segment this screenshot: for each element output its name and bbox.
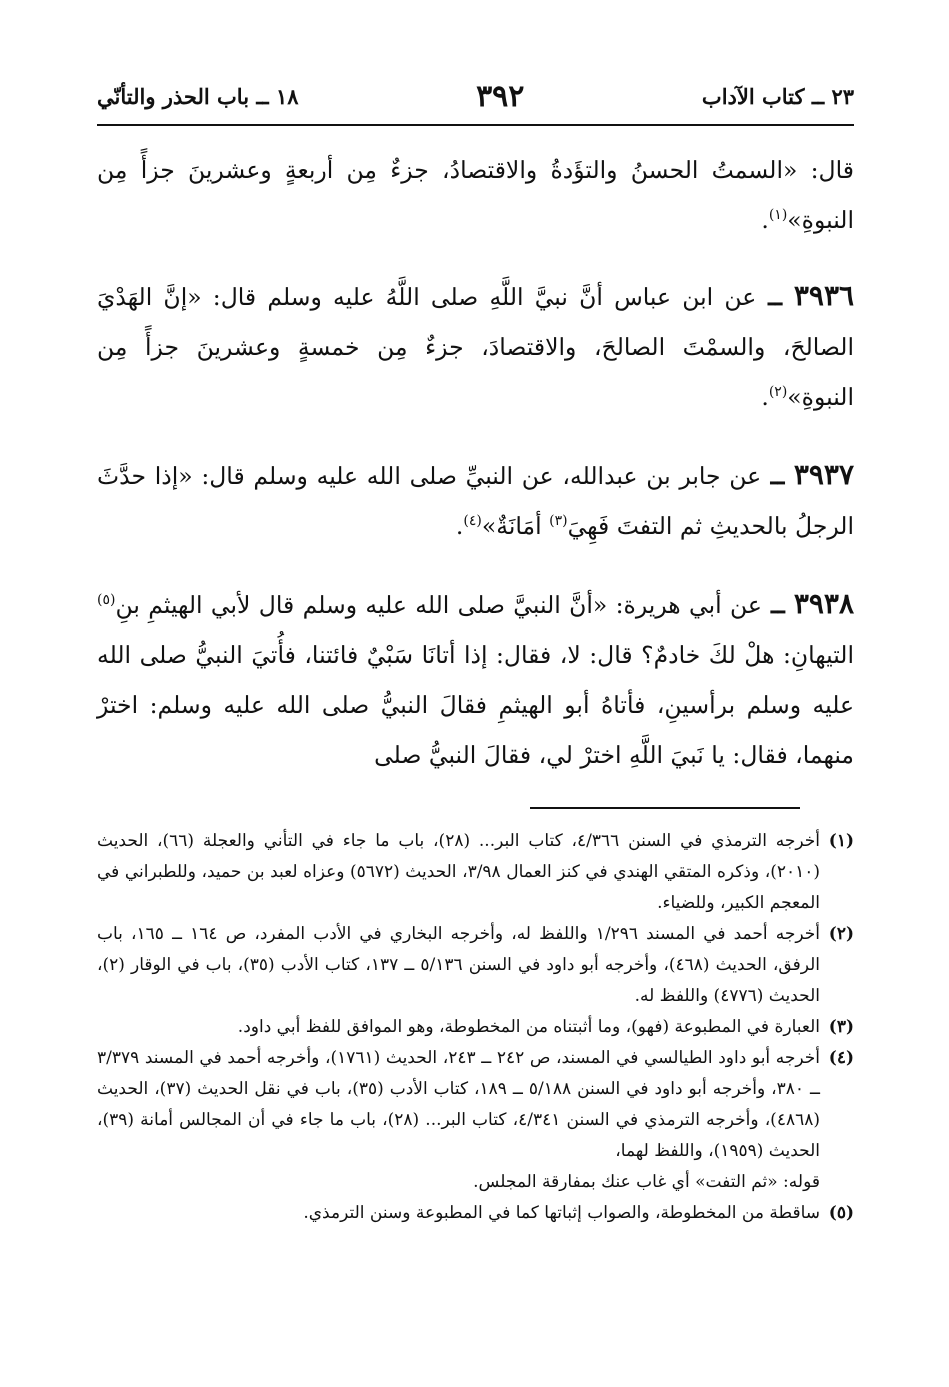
dash: ــ bbox=[761, 462, 794, 490]
footnote-ref: (١) bbox=[768, 207, 788, 224]
header-book-title: ٢٣ ــ كتاب الآداب bbox=[701, 83, 854, 109]
footnote-number: (٤) bbox=[828, 1048, 854, 1068]
footnote-text: أخرجه أحمد في المسند ١/٢٩٦ واللفظ له، وأخرجه البخاري في الأدب المفرد، ص ١٦٤ ــ ١٦٥، باب الرفق، الحديث (٤٦٨)، وأخرجه أبو داود في السنن ٥/١٣٦ ــ ١٣٧، كتاب الأدب (٣٥)، باب في الوقار (٢)، الحديث (٤٧٧٦) واللفظ له. bbox=[97, 924, 820, 1006]
page-number: ٣٩٢ bbox=[476, 78, 525, 114]
running-header bbox=[97, 76, 854, 116]
hadith-3937 bbox=[97, 450, 854, 551]
hadith-3936 bbox=[97, 271, 854, 422]
period: . bbox=[761, 206, 769, 234]
footnote-note: قوله: «ثم التفت» أي غاب عنك بمفارقة المجلس. bbox=[473, 1172, 820, 1192]
header-chapter-title: ١٨ ــ باب الحذر والتأنّي bbox=[97, 83, 299, 109]
period: . bbox=[761, 383, 769, 411]
footnote-5 bbox=[97, 1198, 854, 1229]
hadith-number: ٣٩٣٧ bbox=[793, 458, 854, 491]
hadith-text-cont: أمَانَةٌ» bbox=[481, 512, 550, 540]
footnote-text: أخرجه أبو داود الطيالسي في المسند، ص ٢٤٢ ــ ٢٤٣، الحديث (١٧٦١)، وأخرجه أحمد في المسند ٣/٣٧٩ ــ ٣٨٠، وأخرجه أبو داود في السنن ٥/١٨٨ ــ ١٨٩، كتاب الأدب (٣٥)، باب في نقل الحديث (٣٧)، الحديث (٤٨٦٨)، وأخرجه الترمذي في السنن ٤/٣٤١، كتاب البر... (٢٨)، باب ما جاء في أن المجالس أمانة (٣٩)، الحديث (١٩٥٩)، واللفظ لهما، bbox=[97, 1048, 820, 1161]
footnote-number: (٣) bbox=[828, 1017, 854, 1037]
footnote-ref: (٢) bbox=[768, 384, 788, 401]
hadith-text: عن ابن عباس أنَّ نبيَّ اللَّهِ صلى اللَّهُ عليه وسلم قال: «إنَّ الهَدْيَ الصالحَ، والسمْتَ الصالحَ، والاقتصادَ، جزءٌ مِن خمسةٍ وعشرينَ جزأً مِن النبوةِ» bbox=[97, 283, 854, 411]
footnote-number: (٢) bbox=[828, 924, 854, 944]
hadith-text: عن أبي هريرة: «أنَّ النبيَّ صلى الله عليه وسلم قال لأبي الهيثمِ بنِ bbox=[115, 591, 762, 619]
hadith-text: عن جابر بن عبدالله، عن النبيِّ صلى الله عليه وسلم قال: «إذا حدَّثَ الرجلُ بالحديثِ ثم التفتَ فَهِيَ bbox=[97, 462, 854, 540]
footnote-3 bbox=[97, 1012, 854, 1043]
intro-text: قال: «السمتُ الحسنُ والتؤَدةُ والاقتصادُ، جزءٌ مِن أربعةٍ وعشرينَ جزأً مِن النبوةِ» bbox=[97, 156, 854, 234]
footnote-ref: (٣) bbox=[549, 513, 568, 530]
footnote-ref: (٥) bbox=[97, 592, 116, 609]
dash: ــ bbox=[756, 283, 794, 311]
hadith-3938 bbox=[97, 579, 854, 780]
footnote-4 bbox=[97, 1043, 854, 1198]
hadith-number: ٣٩٣٦ bbox=[793, 279, 855, 312]
header-divider bbox=[97, 124, 854, 126]
footnotes bbox=[97, 826, 854, 1229]
footnote-divider bbox=[530, 807, 800, 809]
footnote-text: العبارة في المطبوعة (فهو)، وما أثبتناه من المخطوطة، وهو الموافق للفظ أبي داود. bbox=[237, 1017, 820, 1037]
main-text bbox=[97, 145, 854, 808]
footnote-text-wrap bbox=[97, 1043, 820, 1198]
footnote-text: أخرجه الترمذي في السنن ٤/٣٦٦، كتاب البر... (٢٨)، باب ما جاء في التأني والعجلة (٦٦)، الحديث (٢٠١٠)، وذكره المتقي الهندي في كنز العمال ٣/٩٨، الحديث (٥٦٧٢) وعزاه لعبد بن حميد، وللطبراني في المعجم الكبير، وللضياء. bbox=[97, 831, 820, 913]
paragraph-intro bbox=[97, 145, 854, 245]
period: . bbox=[455, 512, 464, 540]
footnote-number: (٥) bbox=[828, 1203, 854, 1223]
hadith-number: ٣٩٣٨ bbox=[793, 587, 854, 620]
footnote-2 bbox=[97, 919, 854, 1012]
footnote-number: (١) bbox=[828, 831, 854, 851]
footnote-ref: (٤) bbox=[463, 513, 482, 530]
hadith-text-cont: التيهانِ: هلْ لكَ خادمٌ؟ قال: لا، فقال: إذا أتانَا سَبْيٌ فائتنا، فأُتيَ النبيُّ صلى الله عليه وسلم برأسينِ، فأتاهُ أبو الهيثمِ فقالَ النبيُّ صلى الله عليه وسلم: اخترْ منهما، فقال: يا نَبيَ اللَّهِ اخترْ لي، فقالَ النبيُّ صلى bbox=[97, 641, 854, 769]
footnote-1 bbox=[97, 826, 854, 919]
dash: ــ bbox=[761, 591, 794, 619]
footnote-text: ساقطة من المخطوطة، والصواب إثباتها كما في المطبوعة وسنن الترمذي. bbox=[303, 1203, 820, 1223]
